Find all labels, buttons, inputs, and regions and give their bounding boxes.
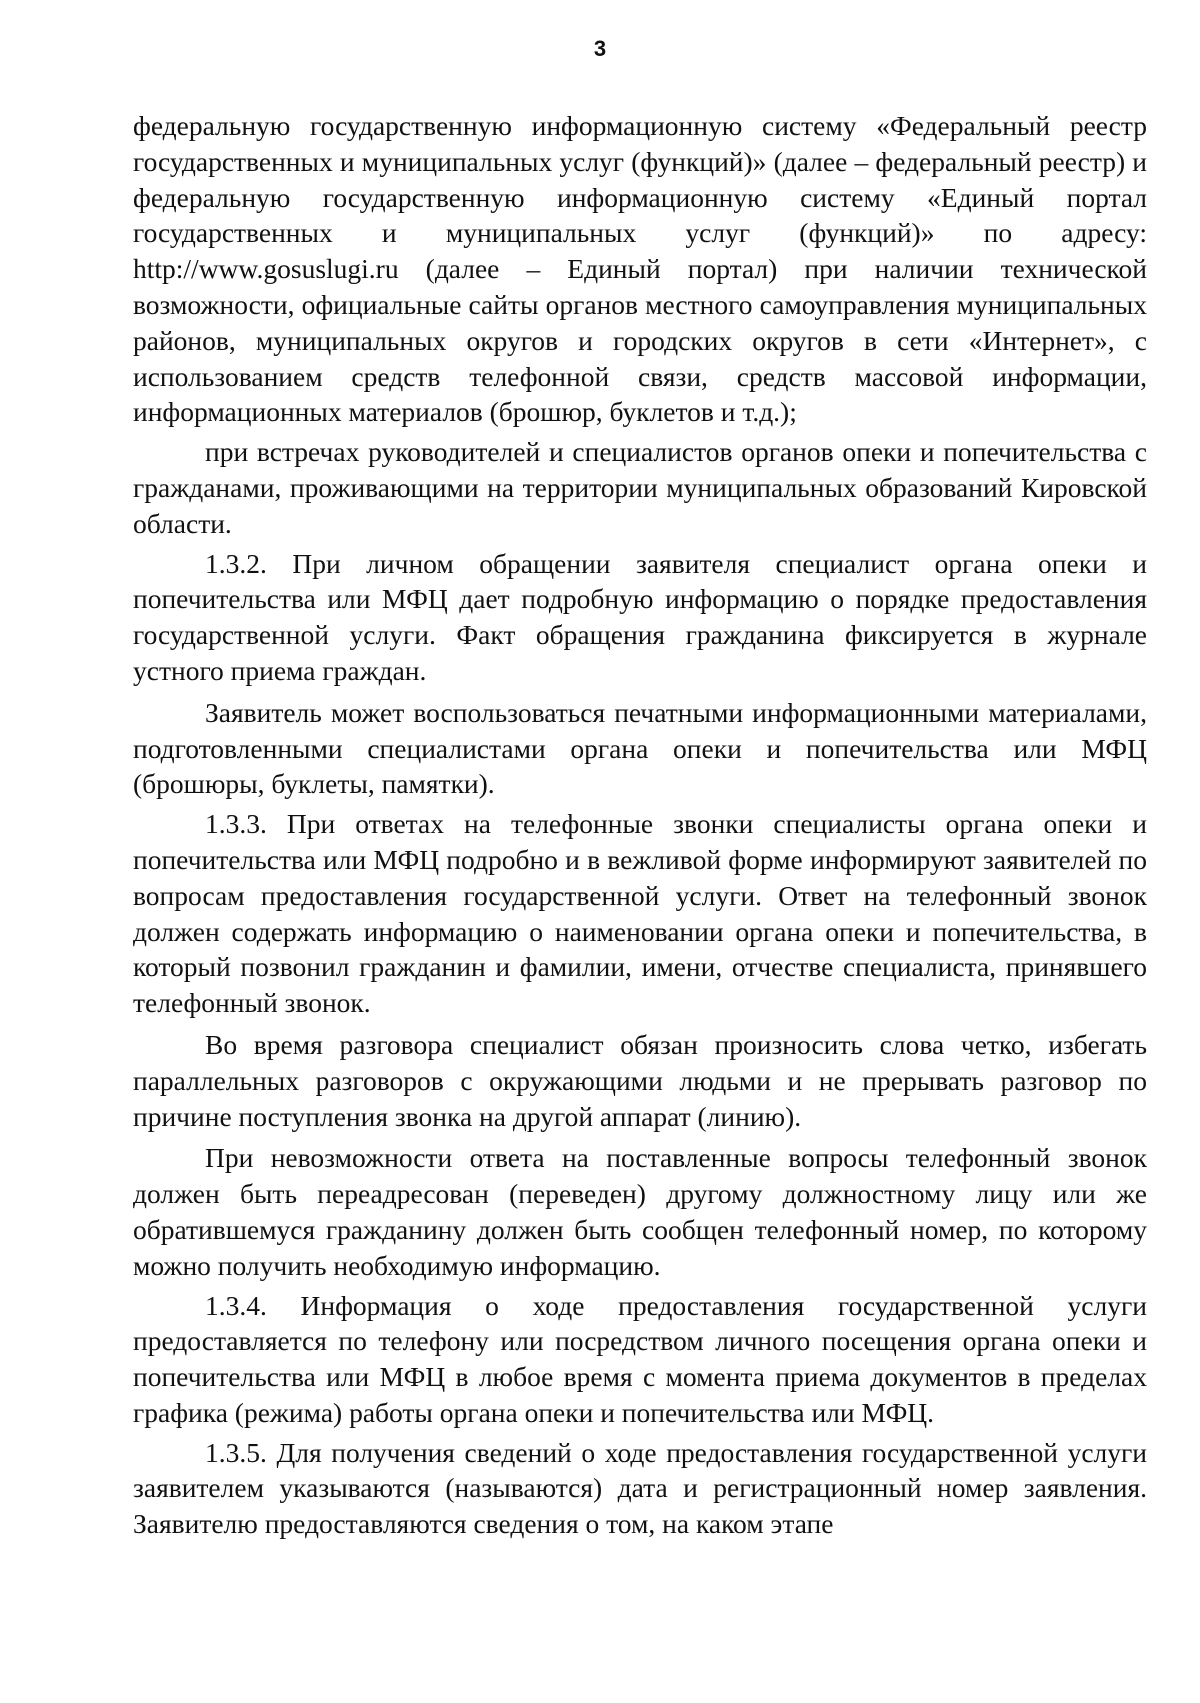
paragraph-conversation-rules: Во время разговора специалист обязан произносить слова четко, избегать параллельных разговоров с окружающими людьми и не прерывать разговор по причине поступления звонка на другой аппарат (линию). (133, 1028, 1147, 1132)
paragraph-meetings: при встречах руководителей и специалистов органов опеки и попечительства с гражданами, проживающими на территории муниципальных образований Кировской области. (133, 436, 1147, 539)
paragraph-1-3-3: 1.3.3. При ответах на телефонные звонки специалисты органа опеки и попечительства или МФЦ подробно и в вежливой форме информируют заявителей по вопросам предоставления государственной услуги. Ответ на телефонный звонок должен содержать информацию о наименовании органа опеки и попечительства, в который позвонил гражданин и фамилии, имени, отчестве специалиста, принявшего телефонный звонок. (133, 808, 1147, 1019)
page-number: 3 (593, 36, 607, 61)
document-body (133, 108, 1147, 1542)
paragraph-1-3-2: 1.3.2. При личном обращении заявителя специалист органа опеки и попечительства или МФЦ дает подробную информацию о порядке предоставления государственной услуги. Факт обращения гражданина фиксируется в журнале устного приема граждан. (133, 547, 1147, 686)
paragraph-call-redirect: При невозможности ответа на поставленные вопросы телефонный звонок должен быть переадресован (переведен) другому должностному лицу или же обратившемуся гражданину должен быть сообщен телефонный номер, по которому можно получить необходимую информацию. (133, 1142, 1147, 1281)
paragraph-1-3-4: 1.3.4. Информация о ходе предоставления государственной услуги предоставляется по телефону или посредством личного посещения органа опеки и попечительства или МФЦ в любое время с момента приема документов в пределах графика (режима) работы органа опеки и попечительства или МФЦ. (133, 1289, 1147, 1428)
paragraph-1-3-5: 1.3.5. Для получения сведений о ходе предоставления государственной услуги заявителем указываются (называются) дата и регистрационный номер заявления. Заявителю предоставляются сведения о том, на каком этапе (133, 1436, 1147, 1540)
paragraph-information-channels: федеральную государственную информационную систему «Федеральный реестр государственных и муниципальных услуг (функций)» (далее – федеральный реестр) и федеральную государственную информационную систему «Единый портал государственных и муниципальных услуг (функций)» по адресу: http://www.gosuslugi.ru (далее – Единый портал) при наличии технической возможности, официальные сайты органов местного самоуправления муниципальных районов, муниципальных округов и городских округов в сети «Интернет», с использованием средств телефонной связи, средств массовой информации, информационных материалов (брошюр, буклетов и т.д.); (133, 110, 1147, 428)
paragraph-printed-materials: Заявитель может воспользоваться печатными информационными материалами, подготовленными специалистами органа опеки и попечительства или МФЦ (брошюры, буклеты, памятки). (133, 696, 1147, 800)
